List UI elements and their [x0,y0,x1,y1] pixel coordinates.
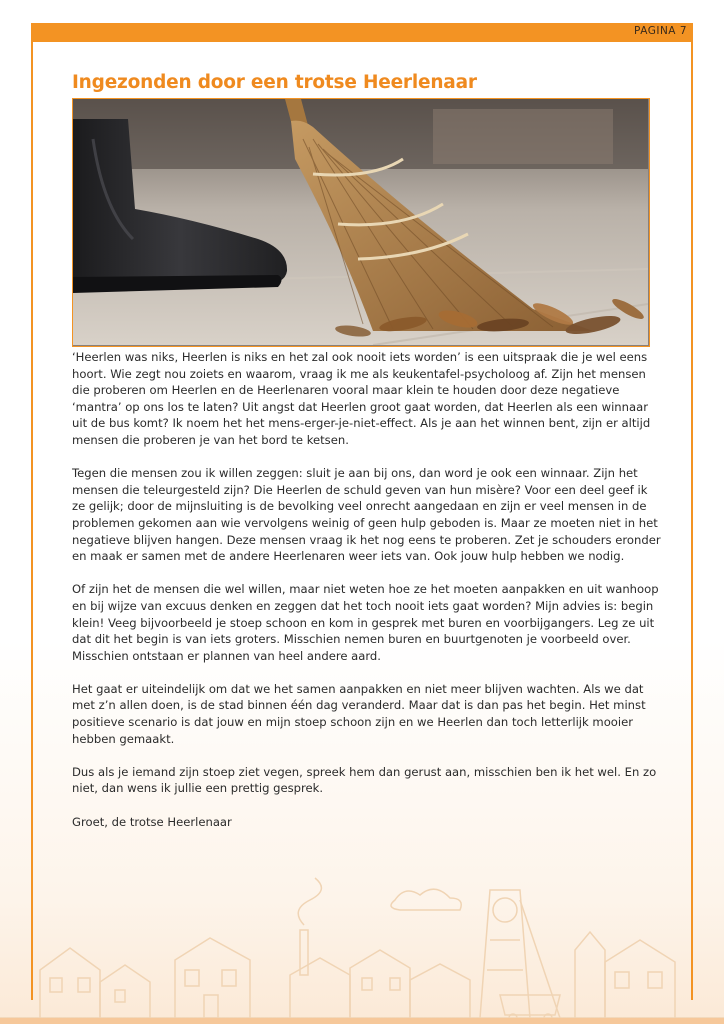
article-body [72,349,662,847]
header-bar [31,23,693,42]
paragraph-4: Het gaat er uiteindelijk om dat we het samen aanpakken en niet meer blijven wachten. Als we dat met z’n allen doen, is de stad binnen één dag veranderd. Maar dat is dan pas het begin. Het minst positieve scenario is dat jouw en mijn stoep schoon zijn en we Heerlen dan toch letterlijk mooier hebben gemaakt. [72,681,646,746]
page-number: PAGINA 7 [634,25,687,37]
broom-sweeping-photo [72,98,650,347]
page-frame-right [691,42,693,1000]
city-skyline-decoration [0,870,724,1024]
article-title: Ingezonden door een trotse Heerlenaar [72,72,477,93]
paragraph-1: ‘Heerlen was niks, Heerlen is niks en het zal ook nooit iets worden’ is een uitspraak die je wel eens hoort. Wie zegt nou zoiets en waarom, vraag ik me als keukentafel-psycholoog af. Zijn het mensen die proberen om Heerlen en de Heerlenaren vooral maar klein te houden door deze negatieve ‘mantra’ op ons los te laten? Uit angst dat Heerlen groot gaat worden, dat Heerlen als een winnaar uit de bus komt? Ik noem het het mens-erger-je-niet-effect. Als je aan het winnen bent, zijn er altijd mensen die proberen je van het bord te ketsen. [72,350,651,447]
paragraph-5: Dus als je iemand zijn stoep ziet vegen, spreek hem dan gerust aan, misschien ben ik het wel. En zo niet, dan wens ik jullie een prettig gesprek. [72,764,657,796]
page-frame-left [31,42,33,1000]
signature: Groet, de trotse Heerlenaar [72,814,232,829]
paragraph-2: Tegen die mensen zou ik willen zeggen: sluit je aan bij ons, dan word je ook een winnaar. Zijn het mensen die teleurgesteld zijn? Die Heerlen de schuld geven van hun misère? Voor een deel geef ik ze gelijk; door de mijnsluiting is de bevolking veel onrecht aangedaan en zijn er veel mensen in de problemen gekomen aan wie vervolgens weinig of geen hulp geboden is. Maar ze moeten niet in het negatieve blijven hangen. Deze mensen vraag ik het nog eens te proberen. Zet je schouders eronder en maak er samen met de andere Heerlenaren weer iets van. Ook jouw hulp hebben we nodig. [72,466,661,564]
footer-band [0,1018,724,1024]
paragraph-3: Of zijn het de mensen die wel willen, maar niet weten hoe ze het moeten aanpakken en uit wanhoop en bij wijze van excuus denken en zeggen dat het toch nooit iets gaat worden? Mijn advies is: begin klein! Veeg bijvoorbeeld je stoep schoon en kom in gesprek met buren en voorbijgangers. Leg ze uit dat dit het begin is van iets groters. Misschien nemen buren en buurtgenoten je voorbeeld over. Misschien ontstaan er plannen van heel andere aard. [72,582,659,663]
broom-illustration [73,99,648,345]
